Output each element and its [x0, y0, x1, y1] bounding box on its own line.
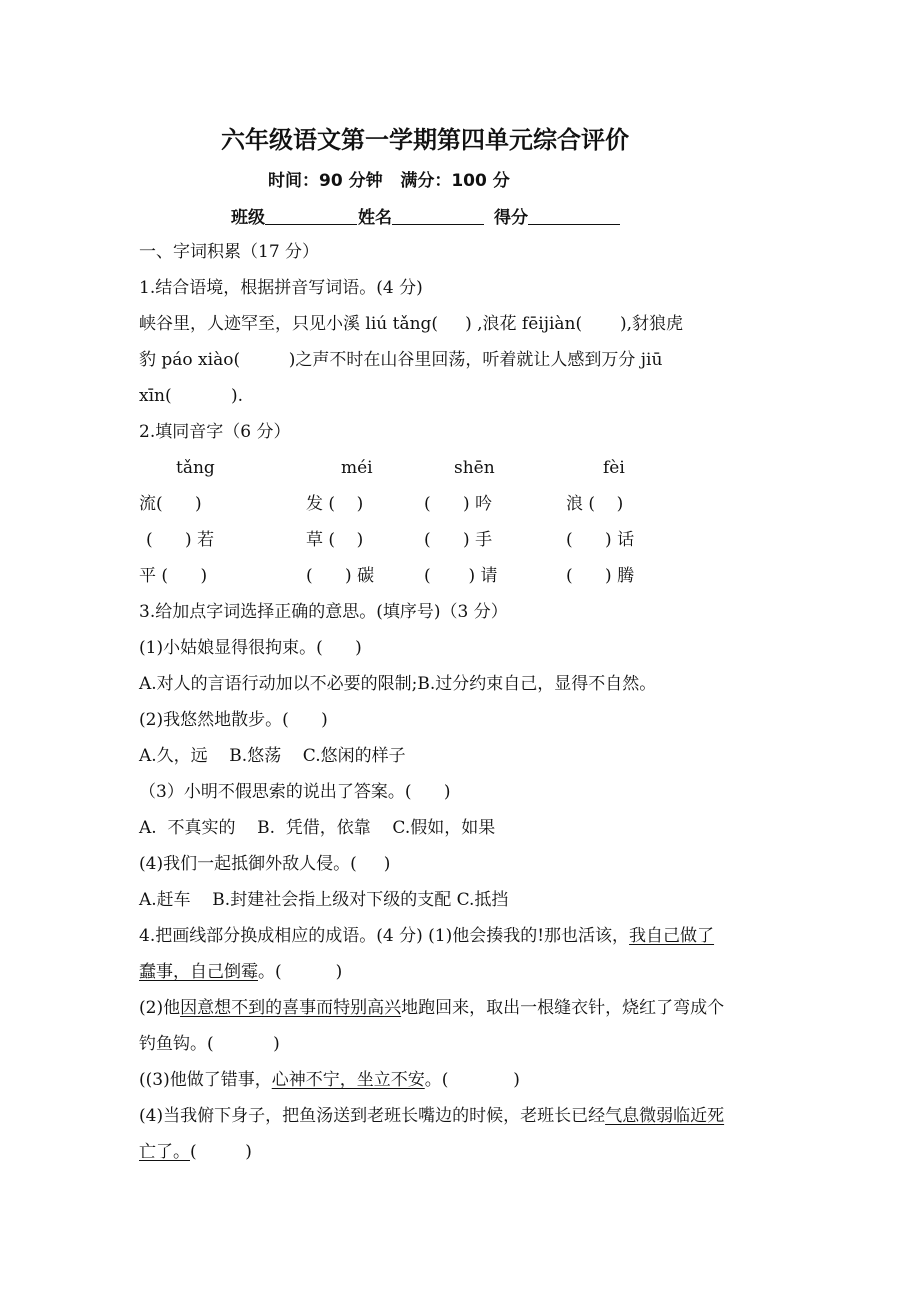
underlined-phrase: 蠢事，自己倒霉	[139, 962, 258, 982]
q4-text: (1)他会揍我的!那也活该，	[422, 926, 630, 946]
score-blank[interactable]	[528, 206, 620, 225]
q4-line	[139, 996, 724, 1020]
fill-cell[interactable]: 草 ( )	[306, 530, 364, 550]
fill-cell[interactable]: ( ) 碳	[306, 566, 375, 586]
q1-line: 豹 páo xiào( )之声不时在山谷里回荡，听着就让人感到万分 jiū	[139, 350, 663, 370]
section-heading: 一、字词积累（17 分）	[139, 242, 320, 262]
exam-meta	[268, 166, 510, 191]
underlined-phrase: 我自己做了	[629, 926, 715, 946]
underlined-phrase: 心神不宁，坐立不安	[271, 1070, 425, 1090]
q3-options: A.对人的言语行动加以不必要的限制;B.过分约束自己，显得不自然。	[139, 674, 657, 694]
q1-line: xīn( ).	[139, 386, 244, 406]
answer-blank[interactable]: 。( )	[424, 1070, 520, 1090]
fill-cell[interactable]: 发 ( )	[306, 494, 364, 514]
q4-line	[139, 1104, 724, 1128]
q1-title: 1.结合语境，根据拼音写词语。(4 分)	[139, 278, 423, 298]
underlined-phrase: 亡了。	[139, 1142, 190, 1162]
fill-cell[interactable]: ( ) 腾	[566, 566, 635, 586]
score-field[interactable]	[494, 203, 620, 228]
q3-question: (4)我们一起抵御外敌人侵。( )	[139, 854, 391, 874]
q4-line	[139, 960, 342, 984]
fill-cell[interactable]: 浪 ( )	[566, 494, 624, 514]
full-score: 满分：100 分	[400, 171, 510, 191]
answer-blank[interactable]: ( )	[190, 1142, 252, 1162]
time-limit: 时间：90 分钟	[268, 171, 383, 191]
q3-question: (1)小姑娘显得很拘束。( )	[139, 638, 362, 658]
q4-title: 4.把画线部分换成相应的成语。(4 分)	[139, 926, 423, 946]
q1-line: 峡谷里，人迹罕至，只见小溪 liú tǎng( ) ,浪花 fēijiàn( ),豺狼虎	[139, 314, 683, 334]
class-label: 班级	[231, 208, 265, 228]
q4-text: (2)他	[139, 998, 181, 1018]
fill-cell[interactable]: ( ) 若	[146, 530, 215, 550]
name-field[interactable]	[358, 203, 484, 228]
class-blank[interactable]	[265, 206, 357, 225]
q4-text: 地跑回来，取出一根缝衣针，烧红了弯成个	[401, 998, 725, 1018]
q3-options: A.赶车 B.封建社会指上级对下级的支配 C.抵挡	[139, 890, 509, 910]
class-field[interactable]	[231, 203, 357, 228]
name-label: 姓名	[358, 208, 392, 228]
fill-cell[interactable]: ( ) 手	[424, 530, 493, 550]
fill-cell[interactable]: ( ) 吟	[424, 494, 493, 514]
fill-cell[interactable]: ( ) 请	[424, 566, 498, 586]
answer-blank[interactable]: 钓鱼钩。( )	[139, 1034, 280, 1054]
q4-line	[139, 924, 714, 948]
q3-title: 3.给加点字词选择正确的意思。(填序号)（3 分）	[139, 602, 508, 622]
page-title: 六年级语文第一学期第四单元综合评价	[221, 126, 629, 154]
pinyin-label: méi	[341, 458, 373, 478]
q3-question: (2)我悠然地散步。( )	[139, 710, 328, 730]
score-label: 得分	[494, 208, 528, 228]
q3-options: A.久，远 B.悠荡 C.悠闲的样子	[139, 746, 406, 766]
underlined-phrase: 气息微弱临近死	[605, 1106, 725, 1126]
q4-line	[139, 1068, 520, 1092]
q2-title: 2.填同音字（6 分）	[139, 422, 291, 442]
pinyin-label: shēn	[454, 458, 495, 478]
fill-cell[interactable]: ( ) 话	[566, 530, 635, 550]
fill-cell[interactable]: 流( )	[139, 494, 202, 514]
q3-question: （3）小明不假思索的说出了答案。( )	[139, 782, 451, 802]
q3-options: A. 不真实的 B. 凭借，依靠 C.假如，如果	[139, 818, 496, 838]
q4-text: (4)当我俯下身子，把鱼汤送到老班长嘴边的时候，老班长已经	[139, 1106, 606, 1126]
q4-line	[139, 1140, 252, 1164]
q4-text: ((3)他做了错事，	[139, 1070, 272, 1090]
underlined-phrase: 因意想不到的喜事而特别高兴	[180, 998, 402, 1018]
pinyin-label: tǎng	[176, 458, 215, 478]
fill-cell[interactable]: 平 ( )	[139, 566, 208, 586]
answer-blank[interactable]: 。( )	[258, 962, 343, 982]
pinyin-label: fèi	[603, 458, 625, 478]
name-blank[interactable]	[392, 206, 484, 225]
